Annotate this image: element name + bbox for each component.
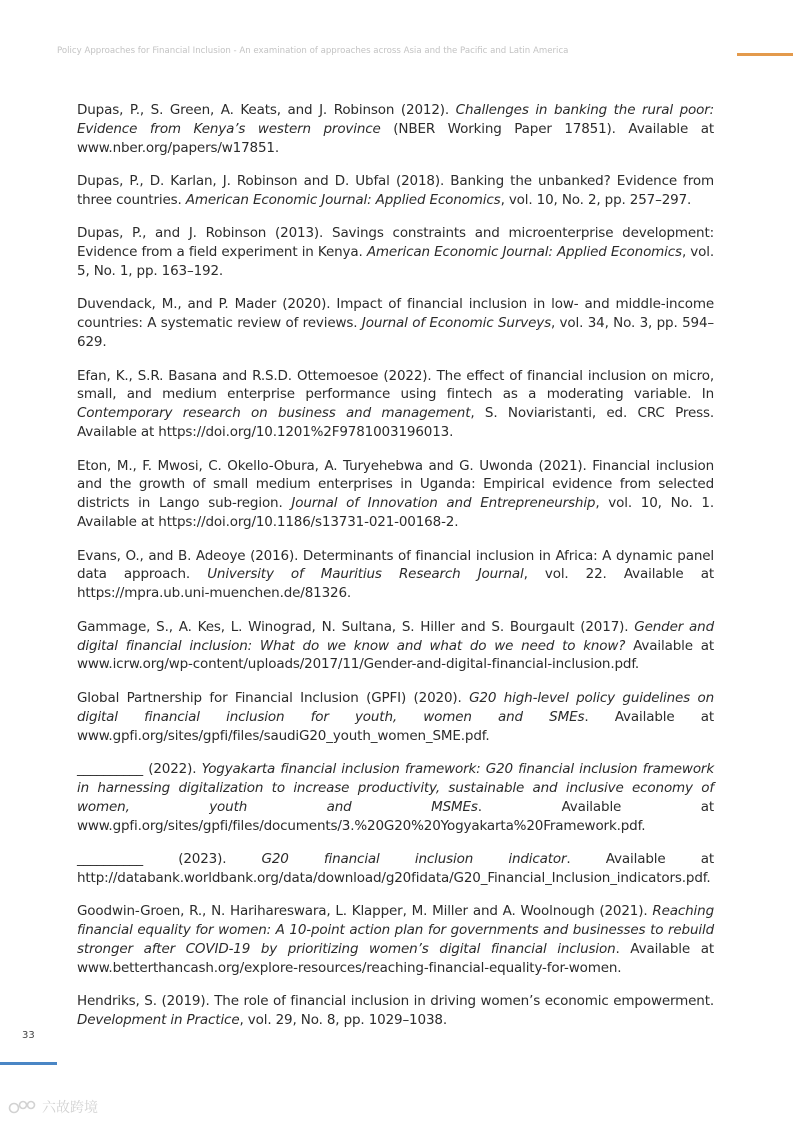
reference-entry [77,689,714,746]
reference-text: Hendriks, S. (2019). The role of financial inclusion in driving women’s economic empowerment. [77,993,714,1010]
reference-text: . Available at www.gpfi.org/sites/gpfi/files/saudiG20_youth_women_SME.pdf. [77,708,714,744]
reference-title-italic: Gender and digital financial inclusion: What do we know and what do we need to know? [77,618,714,654]
reference-entry [77,618,714,675]
reference-text: . Available at www.betterthancash.org/explore-resources/reaching-financial-equality-for-women. [77,940,714,976]
reference-text: Dupas, P., D. Karlan, J. Robinson and D. Ubfal (2018). Banking the unbanked? Evidence from three countries. [77,173,714,209]
reference-text: , vol. 5, No. 1, pp. 163–192. [77,244,714,280]
reference-entry [77,457,714,533]
reference-title-italic: G20 high-level policy guidelines on digital financial inclusion for youth, women and SMEs [77,689,715,725]
reference-text: Gammage, S., A. Kes, L. Winograd, N. Sultana, S. Hiller and S. Bourgault (2017). [77,618,635,635]
reference-title-italic: American Economic Journal: Applied Economics [366,244,682,261]
reference-entry [77,760,714,836]
reference-text: Dupas, P., and J. Robinson (2013). Savings constraints and microenterprise development: Evidence from a field experiment in Kenya. [77,225,714,261]
reference-entry [77,101,714,158]
reference-text: Available at www.icrw.org/wp-content/uploads/2017/11/Gender-and-digital-financial-inclusion.pdf. [77,637,714,673]
page-number: 33 [22,1030,35,1041]
reference-title-italic: Reaching financial equality for women: A 10-point action plan for governments and businesses to rebuild stronger after COVID-19 by prioritizing women’s digital financial inclusion [77,903,714,957]
reference-list [77,101,714,1044]
reference-title-italic: Journal of Economic Surveys [361,315,551,332]
reference-entry [77,172,714,210]
watermark-logo-icon [8,1099,38,1115]
reference-title-italic: Yogyakarta financial inclusion framework: G20 financial inclusion framework in harnessing digitalization to increase productivity, sustainable and inclusive economy of women, youth and MSMEs [77,760,714,815]
reference-text: , vol. 22. Available at https://mpra.ub.uni-muenchen.de/81326. [77,566,714,602]
reference-entry [77,850,714,888]
reference-entry [77,902,714,978]
reference-text: , vol. 29, No. 8, pp. 1029–1038. [239,1012,447,1029]
running-header-title: Policy Approaches for Financial Inclusion - An examination of approaches across Asia and the Pacific and Latin America [57,46,569,56]
reference-title-italic: Challenges in banking the rural poor: Evidence from Kenya’s western province [77,102,715,137]
reference-text: Duvendack, M., and P. Mader (2020). Impact of financial inclusion in low- and middle-income countries: A systematic review of reviews. [77,296,714,332]
footer-accent-rule [0,1062,57,1065]
reference-text: , vol. 10, No. 1. Available at https://doi.org/10.1186/s13731-021-00168-2. [77,495,715,531]
reference-text: Goodwin-Groen, R., N. Harihareswara, L. Klapper, M. Miller and A. Woolnough (2021). [77,903,653,920]
reference-entry [77,295,714,352]
reference-title-italic: Journal of Innovation and Entrepreneurship [291,495,596,512]
reference-text: , S. Noviaristanti, ed. CRC Press. Available at https://doi.org/10.1201%2F9781003196013. [77,405,715,441]
reference-title-italic: Development in Practice [77,1012,240,1029]
reference-title-italic: G20 financial inclusion indicator [261,850,567,867]
reference-text: Dupas, P., S. Green, A. Keats, and J. Robinson (2012). [77,102,456,118]
reference-entry [77,224,714,281]
reference-title-italic: Contemporary research on business and management [77,405,471,422]
reference-text: __________ (2022). [77,760,202,777]
reference-text: . Available at www.gpfi.org/sites/gpfi/files/documents/3.%20G20%20Yogyakarta%20Framework.pdf. [77,798,714,834]
header-accent-rule [737,53,793,56]
reference-text: Eton, M., F. Mwosi, C. Okello-Obura, A. Turyehebwa and G. Uwonda (2021). Financial inclusion and the growth of small medium enterprises in Uganda: Empirical evidence from selected districts in Lango sub-region. [77,457,714,512]
reference-text: Evans, O., and B. Adeoye (2016). Determinants of financial inclusion in Africa: A dynamic panel data approach. [77,547,714,583]
reference-text: Efan, K., S.R. Basana and R.S.D. Ottemoesoe (2022). The effect of financial inclusion on micro, small, and medium enterprise performance using fintech as a moderating variable. In [77,367,714,403]
reference-text: . Available at http://databank.worldbank.org/data/download/g20fidata/G20_Financial_Inclusion_indicators.pdf. [77,850,714,886]
watermark [8,1097,98,1117]
reference-entry [77,992,714,1030]
watermark-text: 六故跨境 [42,1100,98,1116]
reference-text: , vol. 10, No. 2, pp. 257–297. [500,192,692,209]
reference-entry [77,547,714,604]
reference-title-italic: American Economic Journal: Applied Economics [185,192,501,209]
reference-text: Global Partnership for Financial Inclusion (GPFI) (2020). [77,689,470,706]
reference-text: (NBER Working Paper 17851). Available at www.nber.org/papers/w17851. [77,120,715,156]
reference-text: __________ (2023). [77,850,262,867]
reference-text: , vol. 34, No. 3, pp. 594–629. [77,315,714,351]
reference-title-italic: University of Mauritius Research Journal [207,566,524,583]
reference-entry [77,367,714,443]
